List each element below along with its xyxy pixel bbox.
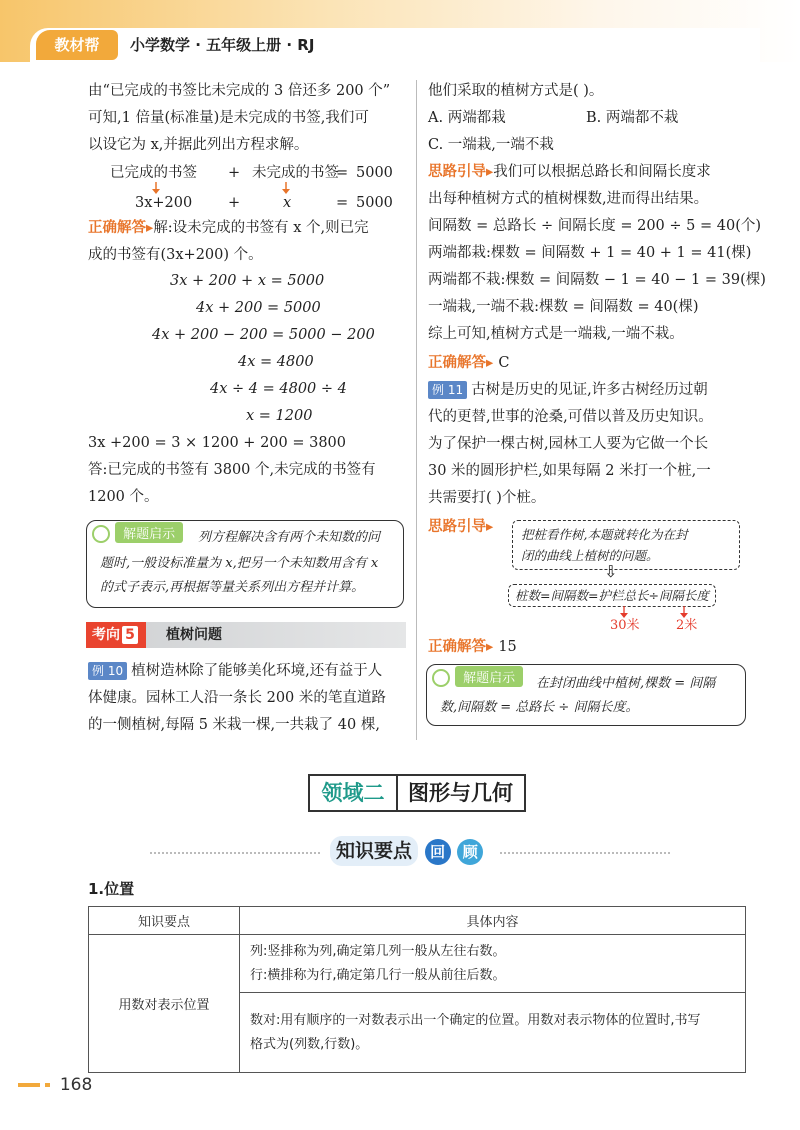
- text-line: 植树造林除了能够美化环境,还有益于人: [131, 663, 383, 679]
- text-line: 成的书签有(3x+200) 个。: [88, 247, 263, 263]
- step-line: 4x + 200 = 5000: [196, 300, 321, 316]
- dotted-rule-left: [150, 852, 320, 854]
- column-divider: [416, 80, 417, 740]
- topic-heading: 1.位置: [88, 880, 135, 898]
- text-line: 一端栽,一端不栽:棵数 = 间隔数 = 40(棵): [428, 299, 699, 315]
- cell-line: 列:竖排称为列,确定第几列一般从左往右数。: [250, 943, 506, 959]
- table-cell: [240, 935, 746, 993]
- text-line: 出每种植树方式的植树棵数,进而得出结果。: [428, 191, 709, 207]
- text-line: 30 米的圆形护栏,如果每隔 2 米打一个桩,一: [428, 463, 711, 479]
- guide-2-box: [512, 520, 740, 570]
- review-text: 知识要点: [330, 836, 418, 866]
- section-name: 图形与几何: [408, 781, 513, 805]
- book-title: 小学数学 · 五年级上册 · RJ: [130, 36, 315, 54]
- value-30m: 30米: [610, 618, 640, 633]
- left-p1: [88, 78, 390, 159]
- left-conclusion: [88, 457, 376, 511]
- model-term: 5000: [356, 195, 393, 211]
- text-line: 间隔数 = 总路长 ÷ 间隔长度 = 200 ÷ 5 = 40(个): [428, 218, 762, 234]
- text-line: 两端都不栽:棵数 = 间隔数 − 1 = 40 − 1 = 39(棵): [428, 272, 766, 288]
- review-circle: 回: [425, 839, 451, 865]
- bulb-icon: [92, 525, 110, 543]
- kaoxiang-prefix: 考向: [92, 627, 120, 643]
- text-line: 以设它为 x,并据此列出方程求解。: [88, 137, 309, 153]
- guide-label: 思路引导: [428, 164, 486, 180]
- bulb-icon: [432, 669, 450, 687]
- table-cell: [240, 993, 746, 1073]
- text-line: 由“已完成的书签比未完成的 3 倍还多 200 个”: [88, 83, 391, 99]
- text-line: 古树是历史的见证,许多古树经历过朝: [471, 382, 708, 398]
- step-line: 4x + 200 − 200 = 5000 − 200: [152, 327, 375, 343]
- example-10: [88, 658, 386, 739]
- model-op: =: [336, 195, 349, 211]
- answer-label: 正确解答: [428, 639, 486, 655]
- model-term: x: [283, 195, 292, 211]
- text-line: 1200 个。: [88, 489, 159, 505]
- footer-dot-icon: [45, 1083, 50, 1087]
- answer-value: C: [498, 355, 510, 371]
- answer-label: 正确解答: [88, 220, 146, 236]
- section-title: [308, 774, 526, 812]
- hint-text-left: 题时,一般设标准量为 x,把另一个未知数用含有 x: [100, 556, 379, 571]
- calc-lines-right: [428, 213, 766, 348]
- hint-badge: 解题启示: [455, 666, 523, 687]
- question-line: 他们采取的植树方式是( )。: [428, 83, 604, 99]
- hint-text-left: 列方程解决含有两个未知数的问: [198, 530, 381, 545]
- model-term: 3x+200: [135, 195, 193, 211]
- hint-badge: 解题启示: [115, 522, 183, 543]
- model-term: 未完成的书签: [252, 165, 339, 181]
- option-b: B. 两端都不栽: [586, 110, 679, 126]
- text-line: 体健康。园林工人沿一条长 200 米的笔直道路: [88, 690, 386, 706]
- answer-label: 正确解答: [428, 355, 486, 371]
- hint-header-left: [92, 522, 183, 543]
- value-2m: 2米: [676, 618, 698, 633]
- step-line: 4x ÷ 4 = 4800 ÷ 4: [210, 381, 347, 397]
- table-row: [89, 935, 746, 993]
- cell-line: 行:横排称为行,确定第几行一般从前往后数。: [250, 967, 506, 983]
- model-term: 已完成的书签: [110, 165, 197, 181]
- section-domain: 领域二: [310, 776, 398, 810]
- knowledge-table: [88, 906, 746, 1073]
- example-badge: 例 10: [88, 662, 127, 680]
- table-header: 知识要点: [89, 907, 240, 935]
- kaoxiang-title: 植树问题: [166, 627, 222, 643]
- text-line: 两端都栽:棵数 = 间隔数 + 1 = 40 + 1 = 41(棵): [428, 245, 752, 261]
- guide-1: 思路引导▸我们可以根据总路长和间隔长度求 出每种植树方式的植树棵数,进而得出结果。: [428, 159, 711, 213]
- model-bottom: [135, 190, 405, 217]
- footer-dash-icon: [18, 1083, 40, 1087]
- formula-box: 桩数=间隔数=护栏总长÷间隔长度: [508, 584, 716, 607]
- text-line: 我们可以根据总路长和间隔长度求: [493, 164, 711, 180]
- hint-text-left: 的式子表示,再根据等量关系列出方程并计算。: [100, 580, 365, 595]
- text-line: 闭的曲线上植树的问题。: [521, 548, 659, 563]
- guide-2-label: 思路引导▸: [428, 519, 494, 535]
- example-badge: 例 11: [428, 381, 467, 399]
- calc-line: 3x +200 = 3 × 1200 + 200 = 3800: [88, 435, 347, 451]
- text-line: 共需要打( )个桩。: [428, 490, 546, 506]
- text-line: 的一侧植树,每隔 5 米栽一棵,一共栽了 40 棵,: [88, 717, 380, 733]
- guide-label: 思路引导: [428, 519, 486, 535]
- kaoxiang-tag: [86, 622, 146, 648]
- hint-text-right: 数,间隔数 = 总路长 ÷ 间隔长度。: [440, 700, 639, 715]
- review-title: [330, 836, 483, 866]
- page-number: 168: [59, 1075, 93, 1095]
- text-line: 答:已完成的书签有 3800 个,未完成的书签有: [88, 462, 376, 478]
- option-a: A. 两端都栽: [428, 110, 506, 126]
- page-footer: [18, 1075, 92, 1095]
- kaoxiang-num: 5: [122, 626, 138, 644]
- text-line: 为了保护一棵古树,园林工人要为它做一个长: [428, 436, 709, 452]
- model-op: +: [228, 165, 241, 181]
- cell-line: 格式为(列数,行数)。: [250, 1036, 369, 1052]
- table-header: 具体内容: [240, 907, 746, 935]
- text-line: 代的更替,世事的沧桑,可借以普及历史知识。: [428, 409, 713, 425]
- text-line: 把桩看作树,本题就转化为在封: [521, 527, 688, 542]
- example-11: [428, 377, 713, 512]
- text-line: 综上可知,植树方式是一端栽,一端不栽。: [428, 326, 684, 342]
- hint-header-right: [432, 666, 523, 687]
- answer-value: 15: [498, 639, 517, 655]
- dotted-rule-right: [500, 852, 670, 854]
- model-term: 5000: [356, 165, 393, 181]
- hint-text-right: 在封闭曲线中植树,棵数 = 间隔: [536, 676, 716, 691]
- model-op: =: [336, 165, 349, 181]
- answer-right-1: 正确解答▸ C: [428, 355, 510, 371]
- brand-tab: 教材帮: [36, 30, 118, 60]
- step-line: 3x + 200 + x = 5000: [170, 273, 325, 289]
- down-arrow-icon: ⇩: [604, 562, 618, 581]
- answer-intro: 正确解答▸解:设未完成的书签有 x 个,则已完 成的书签有(3x+200) 个。: [88, 215, 369, 269]
- answer-right-2: 正确解答▸ 15: [428, 639, 517, 655]
- cell-line: 数对:用有顺序的一对数表示出一个确定的位置。用数对表示物体的位置时,书写: [250, 1012, 701, 1028]
- step-line: 4x = 4800: [238, 354, 314, 370]
- table-header-row: [89, 907, 746, 935]
- model-op: +: [228, 195, 241, 211]
- option-c: C. 一端栽,一端不栽: [428, 137, 554, 153]
- text-line: 解:设未完成的书签有 x 个,则已完: [153, 220, 369, 236]
- step-line: x = 1200: [246, 408, 313, 424]
- text-line: 可知,1 倍量(标准量)是未完成的书签,我们可: [88, 110, 369, 126]
- review-circle: 顾: [457, 839, 483, 865]
- row-label: 用数对表示位置: [89, 935, 240, 1073]
